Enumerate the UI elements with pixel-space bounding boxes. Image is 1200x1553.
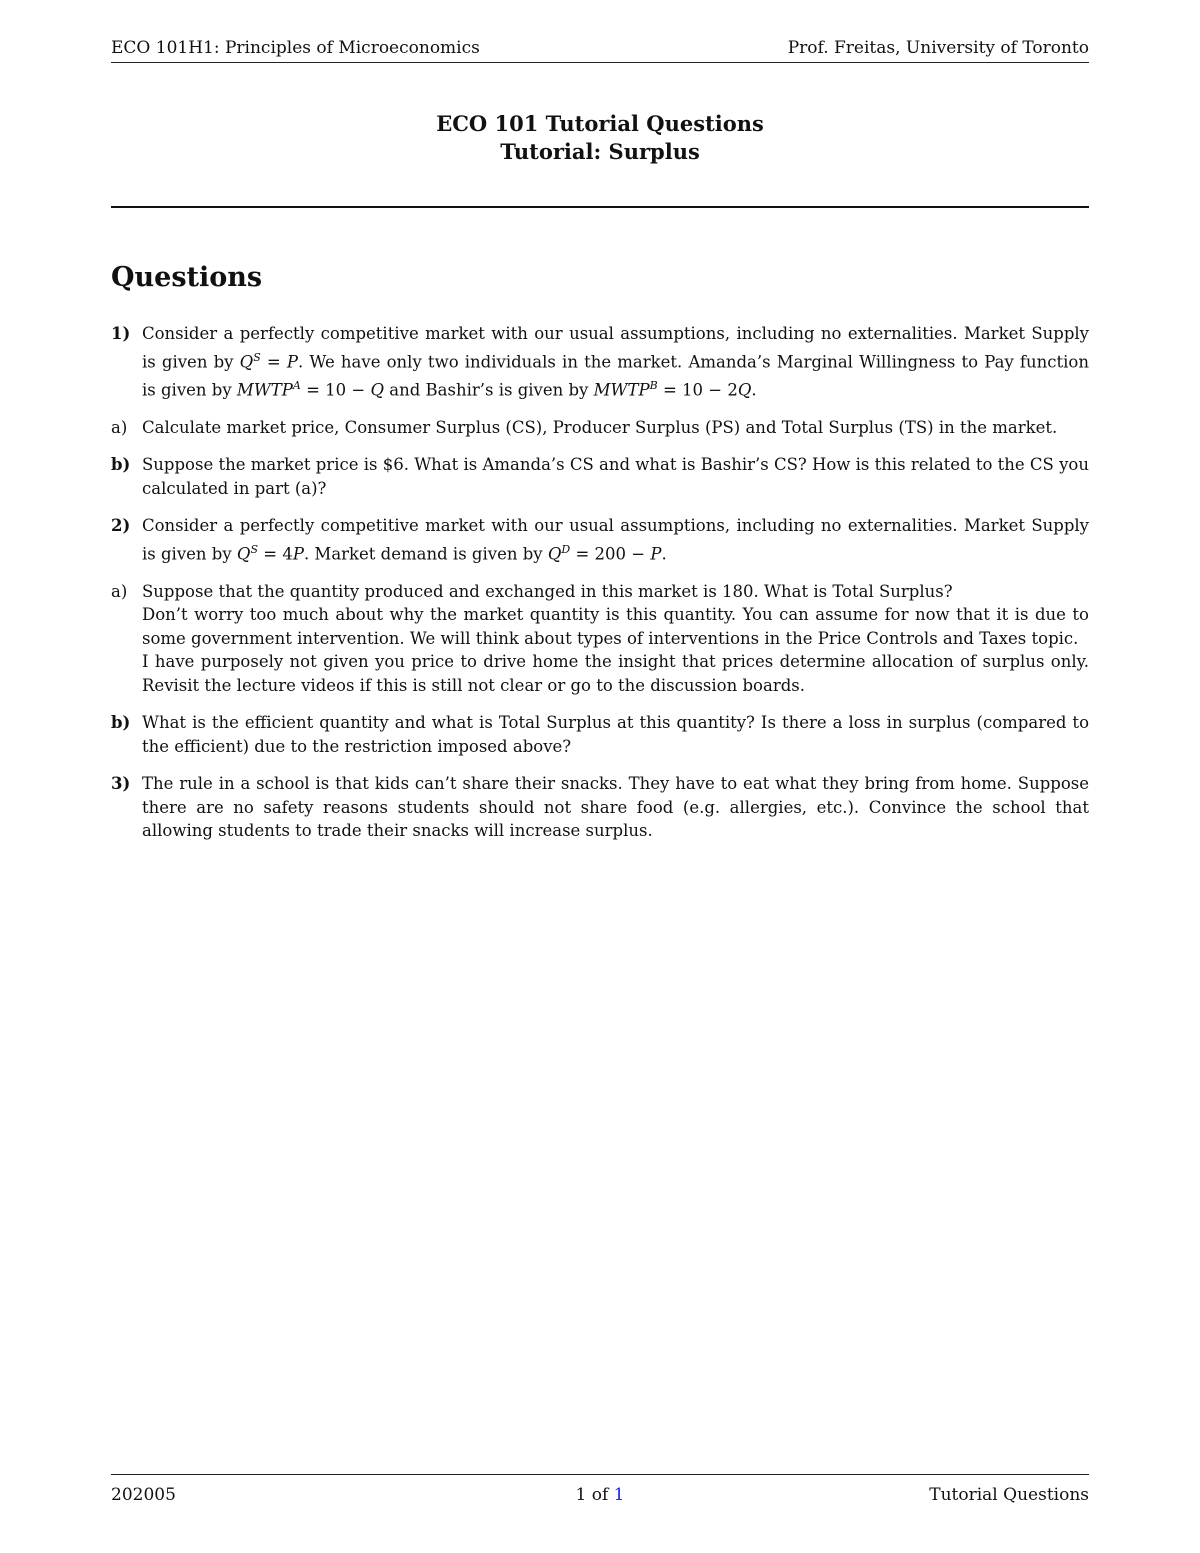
footer-doc-type: Tutorial Questions: [929, 1485, 1089, 1505]
question-2a: [111, 580, 1089, 698]
title-line-2: Tutorial: Surplus: [500, 139, 700, 164]
title-rule: [111, 206, 1089, 208]
question-text: Consider a perfectly competitive market with our usual assumptions, including no externalities. Market Supply is given by $Q^S = 4P$. Market demand is given by $Q^D = 200 - P$.: [142, 516, 1089, 563]
question-label: 1): [111, 324, 131, 343]
question-text: The rule in a school is that kids can’t share their snacks. They have to eat what they bring from home. Suppose there are no safety reasons students should not share food (e.g. allergies, etc.). Convince the school that allowing students to trade their snacks will increase surplus.: [142, 774, 1089, 840]
question-label: a): [111, 581, 128, 601]
question-note-1: Don’t worry too much about why the market quantity is this quantity. You can assume for now that it is due to some government intervention. We will think about types of interventions in the Price Controls and Taxes topic.: [142, 605, 1089, 648]
question-2b: [111, 711, 1089, 758]
question-3: [111, 772, 1089, 843]
question-label: b): [111, 455, 131, 474]
question-1a: [111, 416, 1089, 440]
title-line-1: ECO 101 Tutorial Questions: [436, 111, 764, 136]
question-1: [111, 322, 1089, 402]
question-label: 2): [111, 516, 131, 535]
question-label: a): [111, 417, 128, 437]
question-text: What is the efficient quantity and what is Total Surplus at this quantity? Is there a loss in surplus (compared to the efficient) due to the restriction imposed above?: [142, 713, 1089, 756]
question-1b: [111, 453, 1089, 500]
footer-date-code: 202005: [111, 1485, 176, 1505]
page-total-link[interactable]: 1: [613, 1485, 625, 1505]
question-text: Suppose that the quantity produced and exchanged in this market is 180. What is Total Surplus?: [142, 581, 953, 601]
header-course: ECO 101H1: Principles of Microeconomics: [111, 38, 480, 58]
question-label: 3): [111, 774, 131, 793]
document-title: [111, 110, 1089, 166]
page-number: 1 of 1: [575, 1485, 625, 1505]
running-header: [111, 38, 1089, 63]
question-2: [111, 514, 1089, 566]
question-note-2: I have purposely not given you price to drive home the insight that prices determine allocation of surplus only. Revisit the lecture videos if this is still not clear or go to the discussion boards.: [142, 652, 1089, 695]
question-text: Suppose the market price is $6. What is Amanda’s CS and what is Bashir’s CS? How is this related to the CS you calculated in part (a)?: [142, 455, 1089, 498]
question-text: Consider a perfectly competitive market with our usual assumptions, including no externalities. Market Supply is given by $Q^S = P$. We have only two individuals in the market. Amanda’s Marginal Willingness to Pay function is given by $MWTP^A = 10 - Q$ and Bashir’s is given by $MWTP^B = 10 - 2Q$.: [142, 324, 1089, 399]
questions-list: [111, 322, 1089, 857]
section-title: Questions: [111, 262, 263, 293]
running-footer: [111, 1474, 1089, 1505]
header-instructor: Prof. Freitas, University of Toronto: [787, 38, 1089, 58]
question-text: Calculate market price, Consumer Surplus (CS), Producer Surplus (PS) and Total Surplus (TS) in the market.: [142, 417, 1058, 437]
question-label: b): [111, 713, 131, 732]
